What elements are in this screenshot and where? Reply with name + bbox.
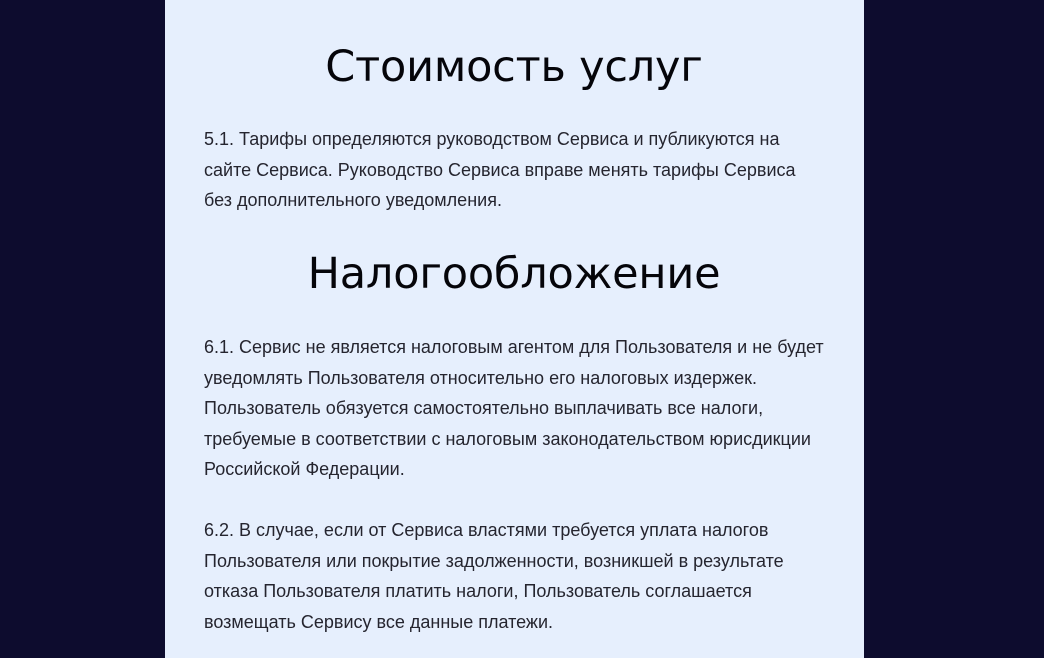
tax-paragraph-6-2: 6.2. В случае, если от Сервиса властями требуется уплата налогов Пользователя или покрытие задолженности, возникшей в результате отказа Пользователя платить налоги, Пользователь соглашается возмещать Сервису все данные платежи. <box>204 520 784 632</box>
taxation-heading: Налогообложение <box>307 249 721 299</box>
tax-paragraph-6-1: 6.1. Сервис не является налоговым агентом для Пользователя и не будет уведомлять Пользователя относительно его налоговых издержек. Пользователь обязуется самостоятельно выплачивать все налоги, требуемые в соответствии с налоговым законодательством юрисдикции Российской Федерации. <box>204 337 824 479</box>
pricing-paragraph-5-1: 5.1. Тарифы определяются руководством Сервиса и публикуются на сайте Сервиса. Руководство Сервиса вправе менять тарифы Сервиса без дополнительного уведомления. <box>204 129 796 210</box>
document-page <box>165 0 864 658</box>
pricing-heading: Стоимость услуг <box>325 42 703 92</box>
